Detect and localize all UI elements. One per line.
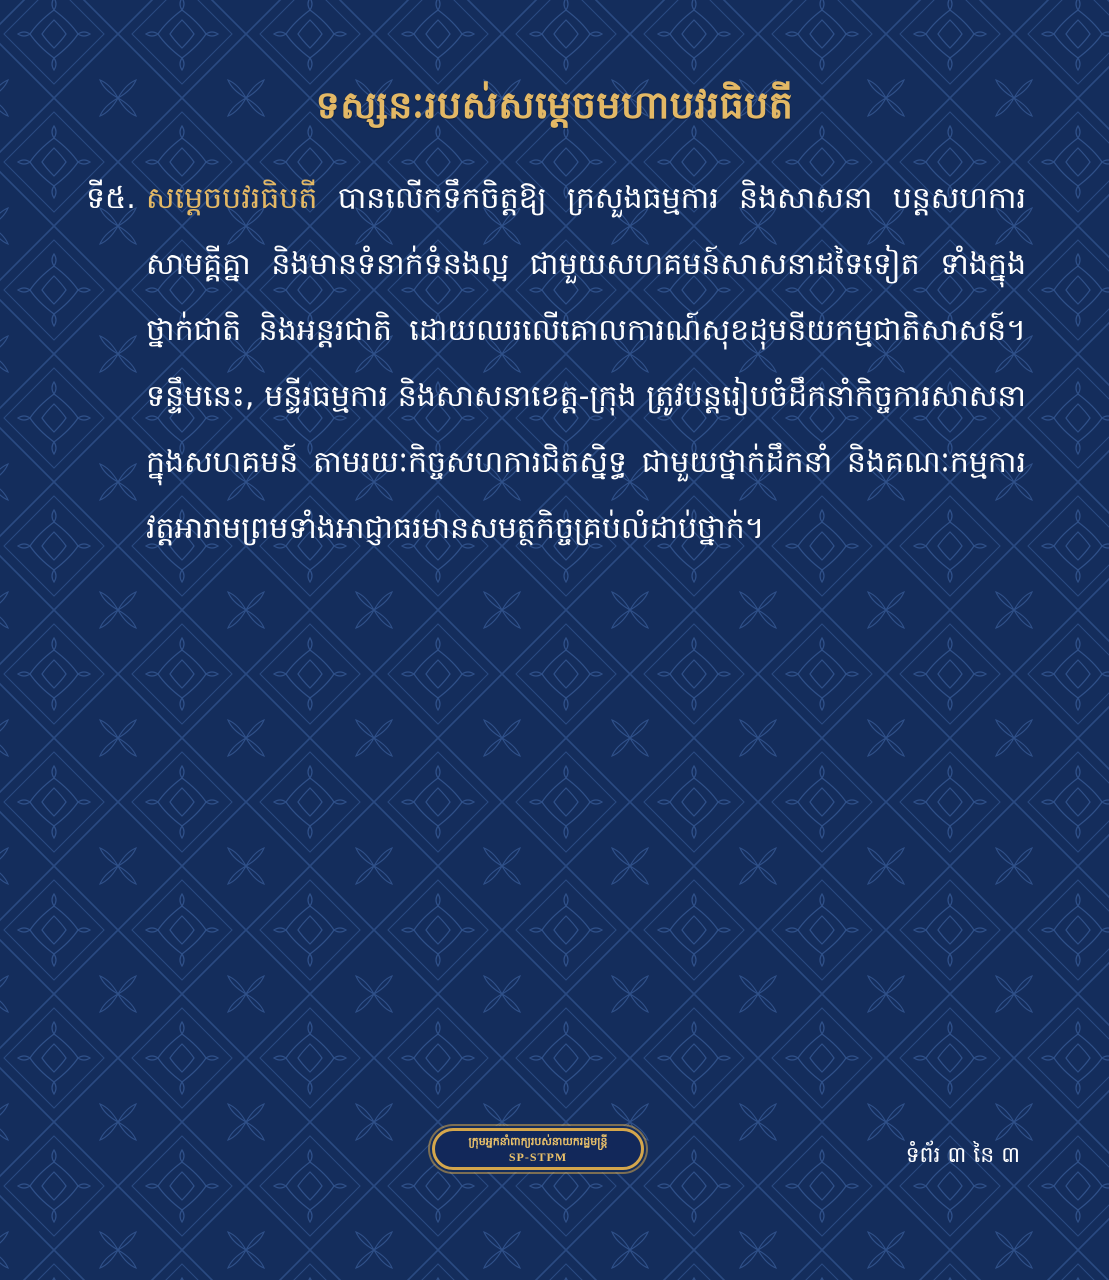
article-highlight: សម្តេចបវរធិបតី bbox=[146, 181, 318, 216]
logo-latin-text: SP-STPM bbox=[508, 1150, 568, 1164]
article-text: បានលើកទឹកចិត្តឱ្យ ក្រសួងធម្មការ និងសាសនា បន្តសហការ សាមគ្គីគ្នា និងមានទំនាក់ទំនងល្អ ជាមួយសហគមន៍សាសនាដទៃទៀត ទាំងក្នុងថ្នាក់ជាតិ និងអន្តរជាតិ ដោយឈរលើគោលការណ៍សុខដុមនីយកម្មជាតិសាសន៍។ ទន្ទឹមនេះ, មន្ទីរធម្មការ និងសាសនាខេត្ត-ក្រុង ត្រូវបន្តរៀបចំដឹកនាំកិច្ចការសាសនា ក្នុងសហគមន៍ តាមរយៈកិច្ចសហការជិតស្និទ្ធ ជាមួយថ្នាក់ដឹកនាំ និងគណៈកម្មការវត្តអារាមព្រមទាំងអាជ្ញាធរមានសមត្ថកិច្ចគ្រប់លំដាប់ថ្នាក់។ bbox=[146, 181, 1026, 546]
article-number: ទី៥. bbox=[86, 181, 136, 216]
logo-khmer-text: ក្រុមអ្នកនាំពាក្យរបស់នាយករដ្ឋមន្ត្រី bbox=[468, 1135, 608, 1148]
page-title: ទស្សនៈរបស់សម្តេចមហាបវរធិបតី bbox=[315, 83, 794, 127]
page-number: ទំព័រ ៣ នៃ ៣ bbox=[905, 1143, 1020, 1168]
article-paragraph bbox=[146, 166, 1026, 562]
spokesperson-unit-logo bbox=[432, 1128, 644, 1170]
